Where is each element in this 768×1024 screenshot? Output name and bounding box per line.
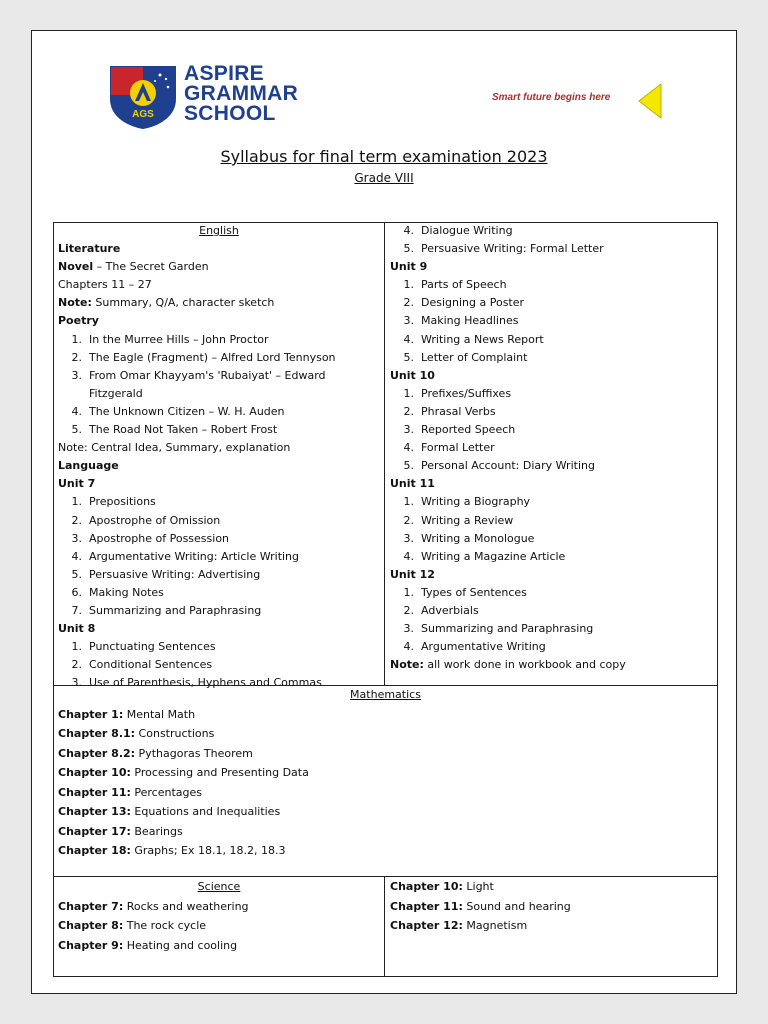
list-item: 2. Writing a Review <box>403 513 514 527</box>
list-item: 1. In the Murree Hills – John Proctor <box>71 332 269 346</box>
list-item: 1. Writing a Biography <box>403 495 531 509</box>
list-item: 2. The Eagle (Fragment) – Alfred Lord Tennyson <box>71 350 336 364</box>
list-item: 4. Writing a News Report <box>403 332 544 346</box>
list-item: Chapter 7: Rocks and weathering <box>58 899 249 913</box>
list-item: 3. Making Headlines <box>403 314 519 328</box>
list-item: 1. Parts of Speech <box>403 278 507 292</box>
unit-label: Unit 8 <box>58 622 96 636</box>
column-divider <box>384 876 385 977</box>
list-item: Chapter 13: Equations and Inequalities <box>58 805 281 818</box>
list-item: 3. Writing a Monologue <box>403 531 535 545</box>
list-item: 4. Dialogue Writing <box>403 224 513 237</box>
list-item: 1. Types of Sentences <box>403 585 527 599</box>
note-line: Note: Summary, Q/A, character sketch <box>58 296 275 310</box>
unit-label: Unit 10 <box>390 368 435 382</box>
mathematics-content <box>58 685 713 861</box>
list-item: Chapter 10: Light <box>390 880 494 893</box>
list-item: 3. Reported Speech <box>403 423 516 437</box>
list-item: Chapter 10: Processing and Presenting Data <box>58 766 309 779</box>
unit-label: Unit 7 <box>58 477 96 491</box>
list-item: 1. Punctuating Sentences <box>71 640 216 654</box>
unit-label: Unit 12 <box>390 567 435 581</box>
triangle-icon <box>638 83 662 119</box>
list-item: 3. Summarizing and Paraphrasing <box>403 622 594 636</box>
chapters-line: Chapters 11 – 27 <box>58 278 152 292</box>
poetry-heading: Poetry <box>58 314 99 328</box>
list-item: 4. Argumentative Writing <box>403 640 546 654</box>
list-item: 6. Making Notes <box>71 585 164 599</box>
list-item: Chapter 17: Bearings <box>58 824 183 838</box>
list-item: 4. Formal Letter <box>403 441 495 455</box>
list-item: 5. Personal Account: Diary Writing <box>403 459 595 473</box>
list-item: Chapter 8.2: Pythagoras Theorem <box>58 746 253 760</box>
list-item: 5. Persuasive Writing: Advertising <box>71 567 261 581</box>
school-tagline: Smart future begins here <box>492 92 611 103</box>
list-item: Chapter 8: The rock cycle <box>58 919 207 932</box>
novel-line: Novel – The Secret Garden <box>58 260 209 274</box>
list-item: 2. Phrasal Verbs <box>403 404 496 418</box>
english-left-column <box>58 222 380 692</box>
grade-label: Grade VIII <box>354 171 414 185</box>
science-left-column <box>58 877 380 955</box>
final-note: Note: all work done in workbook and copy <box>390 658 626 672</box>
school-crest-logo <box>108 65 178 129</box>
language-heading: Language <box>58 459 119 473</box>
list-item: Chapter 9: Heating and cooling <box>58 938 238 952</box>
list-item: 1. Prefixes/Suffixes <box>403 386 512 400</box>
list-item: 3. Apostrophe of Possession <box>71 531 230 545</box>
list-item: Chapter 18: Graphs; Ex 18.1, 18.2, 18.3 <box>58 844 286 857</box>
column-divider <box>384 222 385 686</box>
list-item: 4. The Unknown Citizen – W. H. Auden <box>71 404 285 418</box>
document-title: Syllabus for final term examination 2023 <box>220 147 548 166</box>
section-heading-mathematics: Mathematics <box>350 688 421 701</box>
list-item: Chapter 1: Mental Math <box>58 707 196 721</box>
list-item: Chapter 12: Magnetism <box>390 919 528 932</box>
science-right-column <box>390 877 715 936</box>
literature-heading: Literature <box>58 242 121 256</box>
list-item: 5. Persuasive Writing: Formal Letter <box>403 242 604 256</box>
list-item: 7. Summarizing and Paraphrasing <box>71 603 262 617</box>
logo-letters: AGS <box>132 109 154 120</box>
unit-label: Unit 9 <box>390 260 428 274</box>
list-item: 1. Prepositions <box>71 495 156 509</box>
list-item: 3. From Omar Khayyam's 'Rubaiyat' – Edward Fitzgerald <box>71 368 326 400</box>
unit-label: Unit 11 <box>390 477 435 491</box>
list-item: 2. Adverbials <box>403 603 479 617</box>
list-item: 2. Designing a Poster <box>403 296 525 310</box>
list-item: 2. Conditional Sentences <box>71 658 213 672</box>
document-page <box>31 30 737 994</box>
list-item: 3. Use of Parenthesis, Hyphens and Commas <box>71 676 322 690</box>
list-item: Chapter 11: Sound and hearing <box>390 899 571 913</box>
english-right-column <box>390 222 715 674</box>
section-heading-english: English <box>199 224 239 237</box>
school-name: ASPIRE GRAMMAR SCHOOL <box>184 62 299 125</box>
list-item: 4. Writing a Magazine Article <box>403 549 566 563</box>
list-item: 4. Argumentative Writing: Article Writing <box>71 549 300 563</box>
list-item: 5. Letter of Complaint <box>403 350 528 364</box>
list-item: 5. The Road Not Taken – Robert Frost <box>71 423 278 437</box>
poetry-note: Note: Central Idea, Summary, explanation <box>58 441 291 455</box>
section-heading-science: Science <box>197 880 241 893</box>
list-item: 2. Apostrophe of Omission <box>71 513 221 527</box>
list-item: Chapter 8.1: Constructions <box>58 727 215 740</box>
list-item: Chapter 11: Percentages <box>58 785 202 799</box>
